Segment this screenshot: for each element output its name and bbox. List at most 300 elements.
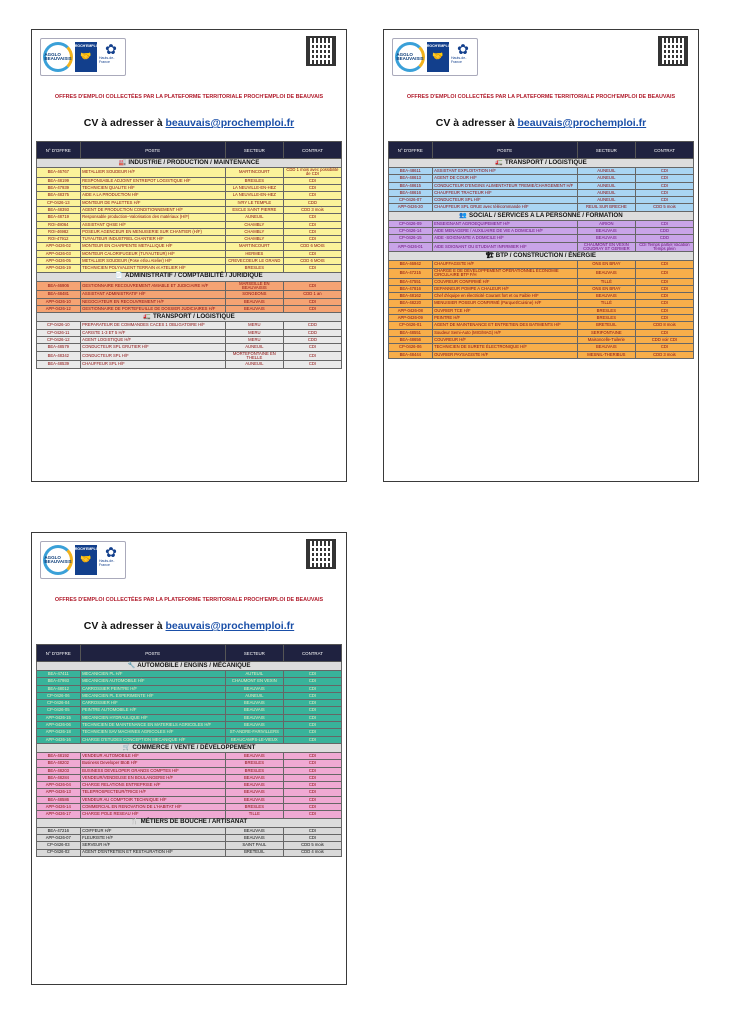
cell-ref: BEA-48220 (389, 300, 433, 307)
table-row[interactable] (389, 315, 694, 322)
cell-ref: BEA-48162 (389, 293, 433, 300)
cell-ref: BEA-48656 (389, 336, 433, 343)
job-table (388, 141, 694, 359)
table-row[interactable] (389, 197, 694, 204)
cell-poste: PEINTRE H/F (432, 315, 577, 322)
cell-poste: AIDE SOIGNANT OU ETUDIANT INFIRMIER H/F (432, 242, 577, 252)
section-title: SOCIAL / SERVICES A LA PERSONNE / FORMATION (469, 211, 623, 219)
sheet-header (384, 30, 698, 92)
cell-ctr: CDD 5 mois (635, 204, 693, 211)
cell-ctr: CDI (635, 175, 693, 182)
table-row[interactable] (37, 291, 342, 298)
cell-poste: AGENT LOGISTIQUE H/F (80, 336, 225, 343)
cell-sect: MARTINCOURT (225, 243, 283, 250)
table-row[interactable] (37, 192, 342, 199)
header-secteur: SECTEUR (577, 142, 635, 159)
region-logo: ✿ Hauts-de-France (451, 41, 469, 64)
table-row[interactable] (37, 214, 342, 221)
table-row[interactable] (389, 351, 694, 358)
table-row[interactable] (37, 774, 342, 781)
handshake-icon: 🤝 (80, 51, 92, 61)
cell-poste: COUVREUR CONFIRMÉ H/F (432, 278, 577, 285)
cell-ref: BEA-48613 (389, 175, 433, 182)
cell-sect: MERU (225, 329, 283, 336)
cell-poste: MECANICIEN HYDRAULIQUE H/F (80, 714, 225, 721)
cell-ref: APP-0426-06 (37, 722, 81, 729)
cell-poste: TECHNICIEN QUALITE H/F (80, 185, 225, 192)
cell-ctr: CDI (283, 361, 341, 368)
table-row[interactable] (37, 250, 342, 257)
cell-ref: BEA-48192 (37, 752, 81, 759)
cell-ctr: CDI (283, 700, 341, 707)
offres-title: OFFRES D'EMPLOI COLLECTÉES PAR LA PLATEFORME TERRITORIALE PROCH'EMPLOI DE BEAUVAIS (406, 94, 676, 100)
cell-poste: AIDE A LA PRODUCTION H/F (80, 192, 225, 199)
table-row[interactable] (389, 285, 694, 292)
cell-poste: Responsable production–Valorisation des matériaux (H/F) (80, 214, 225, 221)
cell-ctr: CDI (283, 834, 341, 841)
cell-poste: COUVREUR H/F (432, 336, 577, 343)
table-row[interactable] (37, 752, 342, 759)
table-row[interactable] (37, 177, 342, 184)
agglo-logo: AGGLO BEAUVAISIS (395, 42, 425, 72)
header-contrat: CONTRAT (635, 142, 693, 159)
cell-poste: VENDEUR AU COMPTOIR TECHNIQUE H/F (80, 796, 225, 803)
cell-ref: APP-0426-05 (37, 258, 81, 265)
cell-sect: ONS EN BRAY (577, 261, 635, 268)
table-row[interactable] (389, 204, 694, 211)
table-header (389, 142, 694, 159)
cell-ctr: CDD voir CDI (635, 336, 693, 343)
cell-sect: LA NEUVILLE-EN-HEZ (225, 192, 283, 199)
cell-sect: SONGEONS (225, 291, 283, 298)
people-icon: 👥 (459, 211, 468, 219)
cell-ref: CP-0426-11 (37, 329, 81, 336)
cell-poste: GESTIONNAIRE RECOUVREMENT AMIABLE ET JUDICIAIRE H/F (80, 281, 225, 291)
cell-sect: TILLÉ (577, 300, 635, 307)
cell-ctr: CDI (635, 293, 693, 300)
cell-ctr: CDI (635, 182, 693, 189)
cell-ref: APP-0426-14 (37, 804, 81, 811)
cell-ctr: CDI (283, 671, 341, 678)
qr-code[interactable] (306, 36, 336, 66)
header-poste: POSTE (432, 142, 577, 159)
cell-sect: BEAUVAIS (577, 344, 635, 351)
header-contrat: CONTRAT (283, 645, 341, 662)
cell-sect: BEAUVAIS (225, 796, 283, 803)
table-row[interactable] (37, 722, 342, 729)
wrench-icon: 🔧 (127, 661, 136, 669)
agglo-logo: AGGLO BEAUVAISIS (43, 42, 73, 72)
cell-sect: BEAUVAIS (225, 827, 283, 834)
table-row[interactable] (389, 189, 694, 196)
cell-sect: AUNEUIL (577, 168, 635, 175)
table-row[interactable] (37, 789, 342, 796)
cell-ref: BEA-48012 (37, 685, 81, 692)
chef-icon: 🍴 (130, 818, 139, 826)
cell-ref: BEA-46942 (389, 261, 433, 268)
cell-ref: CP-0426-15 (389, 235, 433, 242)
cell-poste: CONDUCTEUR SPL GRUTIER H/F (80, 344, 225, 351)
cell-poste: MONTEUR EN CHARPENTE METALLIQUE H/F (80, 243, 225, 250)
cell-ref: APP-0426-19 (37, 265, 81, 272)
table-row[interactable] (389, 168, 694, 175)
cell-ref: CP-0426-10 (37, 322, 81, 329)
table-row[interactable] (37, 228, 342, 235)
cell-poste: CONDUCTEUR D'ENGINS ALIMENTATEUR TREMIE/CHARGEMENT H/F (432, 182, 577, 189)
table-row[interactable] (37, 707, 342, 714)
cell-ref: BEA-47215 (389, 268, 433, 278)
sheet-header (32, 30, 346, 92)
section-header (37, 313, 342, 322)
table-row[interactable] (37, 760, 342, 767)
cell-ref: BEA-48539 (37, 361, 81, 368)
cell-ctr: CDD 1 mois avec possibilité de CDI (283, 168, 341, 178)
cell-poste: Business Developer BtoB H/F (80, 760, 225, 767)
cell-ref: APP-0426-15 (37, 714, 81, 721)
cell-ref: BEA-47993 (37, 678, 81, 685)
job-sheet-1 (31, 29, 347, 482)
cell-ref: BEA-48284 (37, 774, 81, 781)
cell-poste: MECANICIEN PL H/F (80, 671, 225, 678)
cell-sect: AUNEUIL (225, 214, 283, 221)
table-row[interactable] (37, 796, 342, 803)
cell-sect: BEAUVAIS (577, 235, 635, 242)
cell-sect: LA NEUVILLE-EN-HEZ (225, 185, 283, 192)
agglo-logo: AGGLO BEAUVAISIS (43, 545, 73, 575)
cell-poste: ENSEIGNANT AGROEQUIPEMENT H/F (432, 220, 577, 227)
cv-line (32, 620, 346, 632)
email-link[interactable]: beauvais@prochemploi.fr (165, 620, 295, 632)
cell-sect: REUIL SUR BRECHE (577, 204, 635, 211)
table-row[interactable] (389, 242, 694, 252)
cell-poste: OUVRIER TCE H/F (432, 307, 577, 314)
cell-sect: CHAMBLY (225, 228, 283, 235)
table-row[interactable] (37, 804, 342, 811)
cell-ref: CP-0426-04 (37, 700, 81, 707)
cell-poste: TECHNICIEN DE MAINTENANCE EN MATERIELS AGRICOLES H/F (80, 722, 225, 729)
cell-poste: CHAUFFEUR SPL GRUE avec télécommande H/F (432, 204, 577, 211)
cell-sect: AUNEUIL (577, 175, 635, 182)
table-row[interactable] (37, 207, 342, 214)
table-row[interactable] (37, 782, 342, 789)
cell-ref: CP-0426-05 (37, 707, 81, 714)
table-row[interactable] (37, 168, 342, 178)
cell-sect: CHAUMONT EN VEXIN (225, 678, 283, 685)
table-row[interactable] (389, 300, 694, 307)
cell-sect: AUNEUIL (577, 182, 635, 189)
table-row[interactable] (389, 322, 694, 329)
sheet-header (32, 533, 346, 595)
truck-icon: 🚛 (495, 158, 503, 166)
cell-ctr: CDI (283, 685, 341, 692)
cell-sect: BEAUVAIS (225, 700, 283, 707)
table-row[interactable] (389, 268, 694, 278)
cell-ctr: CDI (283, 789, 341, 796)
cell-sect: HERMES (225, 250, 283, 257)
header-secteur: SECTEUR (225, 645, 283, 662)
table-row[interactable] (37, 185, 342, 192)
section-title: COMMERCE / VENTE / DÉVELOPPEMENT (132, 743, 256, 751)
header-poste: POSTE (80, 645, 225, 662)
table-row[interactable] (37, 329, 342, 336)
table-row[interactable] (37, 351, 342, 361)
cell-ref: APP-0426-02 (37, 243, 81, 250)
cell-sect: CHAMBLY (225, 221, 283, 228)
cell-ctr: CDI (283, 752, 341, 759)
cell-sect: AUNEUIL (577, 189, 635, 196)
cell-ctr: CDI (283, 796, 341, 803)
cell-sect: BRESLES (225, 760, 283, 767)
table-row[interactable] (37, 281, 342, 291)
section-header (37, 272, 342, 281)
cell-sect: BRETEUIL (577, 322, 635, 329)
cell-poste: CARISTE 1-3 ET 5 H/F (80, 329, 225, 336)
table-row[interactable] (389, 228, 694, 235)
cell-poste: CHAUFFEUR TRACTEUR H/F (432, 189, 577, 196)
cell-sect: BRESLES (577, 315, 635, 322)
table-row[interactable] (37, 236, 342, 243)
cell-poste: Chef d'équipe en électricité Courant fort et ou Faible H/F (432, 293, 577, 300)
cell-ctr: CDI (283, 760, 341, 767)
cell-sect: MARTINCOURT (225, 168, 283, 178)
cell-ctr: CDI (635, 285, 693, 292)
cell-ctr: CDD 6 MOIS (283, 243, 341, 250)
table-row[interactable] (389, 182, 694, 189)
cell-ref: BEA-48393 (37, 207, 81, 214)
cell-ctr: CDI (635, 220, 693, 227)
table-row[interactable] (389, 175, 694, 182)
cell-ctr: CDI (283, 228, 341, 235)
table-row[interactable] (37, 344, 342, 351)
table-row[interactable] (37, 842, 342, 849)
cell-ref: BEA-48551 (389, 329, 433, 336)
cell-poste: CHARGE POLE RESEAU H/F (80, 811, 225, 818)
cell-sect: BEAUVAIS (225, 707, 283, 714)
cell-ref: BEA-48719 (37, 214, 81, 221)
cell-poste: TUYAUTEUR INDUSTRIEL CHANTIER H/F (80, 236, 225, 243)
cell-ref: APP-0426-12 (37, 306, 81, 313)
cell-poste: MECANICIEN AUTOMOBILE H/F (80, 678, 225, 685)
header-poste: POSTE (80, 142, 225, 159)
region-logo: ✿ Hauts-de-France (99, 41, 117, 64)
cell-poste: CHAUFFEUR SPL H/F (80, 361, 225, 368)
section-header (389, 211, 694, 220)
cell-ctr: CDI (283, 192, 341, 199)
cell-poste: CHARGE RELATIONS ENTREPRISE H/F (80, 782, 225, 789)
header-contrat: CONTRAT (283, 142, 341, 159)
cell-ref: BEA-48579 (37, 344, 81, 351)
table-row[interactable] (37, 199, 342, 206)
cv-label: CV à adresser à (435, 117, 518, 129)
truck-icon: 🚛 (143, 313, 151, 321)
cell-ctr: CDI (283, 782, 341, 789)
cell-poste: AGENT D'ENTRETIEN ET RESTAURATION H/F (80, 849, 225, 856)
table-row[interactable] (37, 671, 342, 678)
cell-sect: BRESLES (225, 767, 283, 774)
cell-poste: MECANICIEN PL EXPERIMENTE H/F (80, 692, 225, 699)
cell-ctr: CDI Temps partiel Vacation Temps plein (635, 242, 693, 252)
table-row[interactable] (37, 306, 342, 313)
cell-ctr: CDD 1 an (283, 291, 341, 298)
cell-sect: BRESLES (577, 307, 635, 314)
cell-ref: CP-0426-06 (389, 344, 433, 351)
cell-ref: ROI-47912 (37, 236, 81, 243)
cell-ctr: CDI (283, 265, 341, 272)
construction-icon: 🏗 (485, 252, 494, 260)
prochemploi-logo: PROCH'EMPLOI 🤝 (75, 42, 97, 72)
cell-poste: CHARGÉ E DE DÉVELOPPEMENT OPÉRATIONNEL ÉCONOMIE CIRCULAIRE BTP F/H (432, 268, 577, 278)
cell-ref: ROI-48064 (37, 221, 81, 228)
cell-ctr: CDI (635, 261, 693, 268)
cell-ctr: CDI (635, 344, 693, 351)
table-row[interactable] (37, 361, 342, 368)
cell-ref: CP-0426-14 (389, 228, 433, 235)
cell-ref: APP-0426-20 (389, 204, 433, 211)
cell-ctr: CDI (635, 300, 693, 307)
offres-title: OFFRES D'EMPLOI COLLECTÉES PAR LA PLATEFORME TERRITORIALE PROCH'EMPLOI DE BEAUVAIS (54, 597, 324, 603)
offres-title: OFFRES D'EMPLOI COLLECTÉES PAR LA PLATEFORME TERRITORIALE PROCH'EMPLOI DE BEAUVAIS (54, 94, 324, 100)
table-row[interactable] (37, 692, 342, 699)
cell-ctr: CDI (635, 268, 693, 278)
partner-logos (40, 38, 126, 76)
cell-poste: CONDUCTEUR SPL H/F (432, 197, 577, 204)
table-row[interactable] (389, 329, 694, 336)
cell-ref: CP-0426-09 (389, 220, 433, 227)
table-row[interactable] (37, 322, 342, 329)
section-title: BTP / CONSTRUCTION / ÉNERGIE (495, 252, 597, 260)
cell-sect: AUNEUIL (225, 344, 283, 351)
header-ref: N° D'OFFRE (389, 142, 433, 159)
email-link[interactable]: beauvais@prochemploi.fr (517, 117, 647, 129)
cell-ref: BEA-48375 (37, 192, 81, 199)
cell-ref: BEA-48202 (37, 760, 81, 767)
section-header (37, 743, 342, 752)
cell-sect: BRESLES (225, 804, 283, 811)
cell-poste: Soudeur Semi-Auto (MIG/MAG) H/F (432, 329, 577, 336)
section-title: MÉTIERS DE BOUCHE / ARTISANAT (140, 818, 248, 826)
cell-poste: ASSISTANT ADMINISTRATIF H/F (80, 291, 225, 298)
table-row[interactable] (37, 767, 342, 774)
cell-ctr: CDI (283, 185, 341, 192)
qr-code[interactable] (306, 539, 336, 569)
table-row[interactable] (37, 827, 342, 834)
prochemploi-logo: PROCH'EMPLOI 🤝 (427, 42, 449, 72)
cell-ctr: CDI (283, 250, 341, 257)
cell-ref: BEA-46906 (37, 281, 81, 291)
table-row[interactable] (37, 834, 342, 841)
cv-line (32, 117, 346, 129)
section-title: TRANSPORT / LOGISTIQUE (152, 313, 235, 321)
cell-sect: BEAUVAIS (225, 752, 283, 759)
cell-ctr: CDI (283, 692, 341, 699)
cell-poste: AIDE MENAGERE / AUXILIAIRE DE VIE A DOMICILE H/F (432, 228, 577, 235)
cell-poste: ASSISTANT QHSE H/F (80, 221, 225, 228)
section-header (37, 662, 342, 671)
cell-sect: ESCLE SAINT PIERRE (225, 207, 283, 214)
job-table (36, 644, 342, 857)
email-link[interactable]: beauvais@prochemploi.fr (165, 117, 295, 129)
cell-ref: BEA-47411 (37, 671, 81, 678)
table-row[interactable] (37, 221, 342, 228)
cell-ctr: CDI (283, 827, 341, 834)
table-row[interactable] (37, 849, 342, 856)
cell-ref: APP-0426-01 (389, 242, 433, 252)
table-row[interactable] (37, 714, 342, 721)
cell-ctr: CDD (283, 329, 341, 336)
section-header (389, 159, 694, 168)
cell-sect: AUNEUIL (577, 197, 635, 204)
handshake-icon: 🤝 (432, 51, 444, 61)
cell-ref: BEA-48203 (37, 767, 81, 774)
section-title: TRANSPORT / LOGISTIQUE (504, 158, 587, 166)
cell-ctr: CDI (283, 344, 341, 351)
qr-code[interactable] (658, 36, 688, 66)
cell-poste: COIFFEUR H/F (80, 827, 225, 834)
cell-poste: FLEURISTE H/F (80, 834, 225, 841)
partner-logos (40, 541, 126, 579)
cell-ctr: CDI (635, 329, 693, 336)
cell-ref: BEA-48615 (389, 182, 433, 189)
cell-poste: CARROSSIER H/F (80, 700, 225, 707)
table-row[interactable] (37, 336, 342, 343)
cell-sect: BEAUVAIS (225, 782, 283, 789)
table-row[interactable] (389, 278, 694, 285)
cell-sect: IVRY LE TEMPLE (225, 199, 283, 206)
table-row[interactable] (37, 685, 342, 692)
table-row[interactable] (389, 344, 694, 351)
cell-poste: DEPANNEUR POMPE A CHALEUR H/F (432, 285, 577, 292)
cell-ctr: CDD (635, 228, 693, 235)
cell-sect: MERU (225, 322, 283, 329)
section-title: ADMINISTRATIF / COMPTABILITÉ / JURIDIQUE (125, 272, 263, 280)
cell-ref: CP-0426-13 (37, 199, 81, 206)
cell-poste: CONDUCTEUR SPL H/F (80, 351, 225, 361)
table-row[interactable] (389, 307, 694, 314)
cell-poste: AGENT DE PRODUCTION CONDITIONNEMENT H/F (80, 207, 225, 214)
cell-poste: VENDEUR AUTOMOBILE H/F (80, 752, 225, 759)
cell-sect: BRESLES (225, 265, 283, 272)
cell-ref: BEA-48444 (389, 351, 433, 358)
cell-poste: COMMERCIAL EN RENOVATION DE L'HABITAT H/F (80, 804, 225, 811)
cell-poste: PREPARATEUR DE COMMANDES CACES 1 OBLIGATOIRE H/F (80, 322, 225, 329)
cell-ref: BEA-48342 (37, 351, 81, 361)
table-row[interactable] (37, 700, 342, 707)
table-row[interactable] (389, 220, 694, 227)
table-row[interactable] (37, 729, 342, 736)
header-ref: N° D'OFFRE (37, 142, 81, 159)
cell-sect: BEAUVAIS (225, 714, 283, 721)
cell-ctr: CDD (283, 322, 341, 329)
section-title: AUTOMOBILE / ENGINS / MÉCANIQUE (137, 661, 251, 669)
cell-sect: AUTEUIL (225, 671, 283, 678)
handshake-icon: 🤝 (80, 554, 92, 564)
job-sheet-3 (31, 532, 347, 985)
cell-poste: MONTEUR CALORIFUGEUR (TUYAUTEUR) H/F (80, 250, 225, 257)
cell-poste: POSEUR AGENCEUR EN MENUISERIE SUR CHANTIER (H/F) (80, 228, 225, 235)
table-row[interactable] (37, 243, 342, 250)
header-ref: N° D'OFFRE (37, 645, 81, 662)
cell-sect: BEAUVAIS (225, 685, 283, 692)
cell-ref: BEA-47216 (37, 827, 81, 834)
cell-ref: CP-0426-12 (37, 336, 81, 343)
section-header (37, 818, 342, 827)
table-row[interactable] (389, 293, 694, 300)
table-row[interactable] (37, 736, 342, 743)
table-row[interactable] (389, 336, 694, 343)
table-row[interactable] (37, 258, 342, 265)
table-row[interactable] (37, 678, 342, 685)
table-row[interactable] (37, 298, 342, 305)
